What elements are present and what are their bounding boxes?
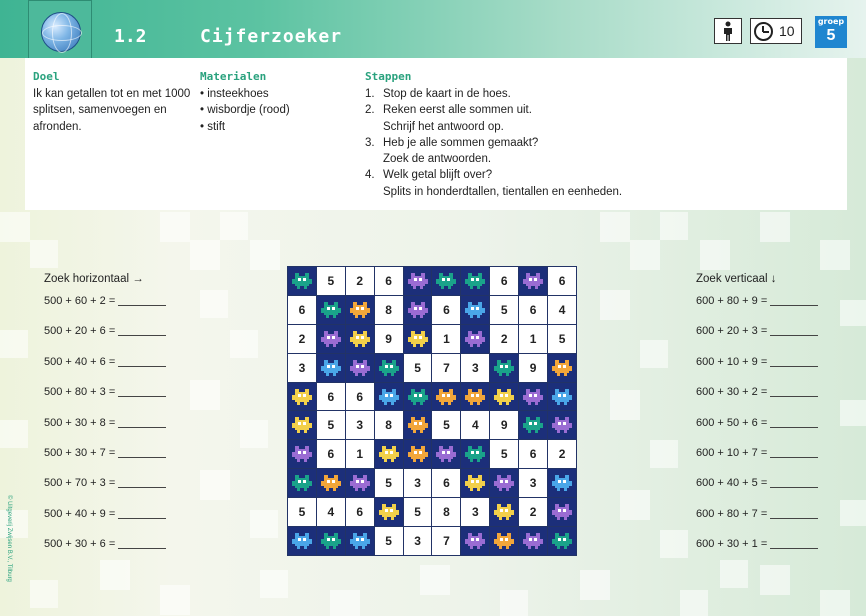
decor-square xyxy=(250,240,280,270)
monster-cell xyxy=(375,383,403,411)
step-line: Heb je alle sommen gemaakt? xyxy=(383,136,539,149)
monster-icon xyxy=(292,389,312,405)
sum-text: 500 + 70 + 3 = xyxy=(44,477,116,490)
decor-square xyxy=(240,420,268,448)
answer-blank xyxy=(770,477,818,488)
digit-cell: 3 xyxy=(519,469,547,497)
monster-icon xyxy=(494,475,514,491)
monster-cell xyxy=(404,325,432,353)
monster-cell xyxy=(432,267,460,295)
time-minutes: 10 xyxy=(779,23,795,39)
monster-cell xyxy=(317,527,345,555)
digit-cell: 4 xyxy=(548,296,576,324)
materialen-heading: Materialen xyxy=(200,70,267,83)
monster-cell xyxy=(548,469,576,497)
decor-square xyxy=(680,590,708,616)
groep-badge xyxy=(815,16,847,48)
sum-text: 600 + 80 + 7 = xyxy=(696,507,768,520)
monster-icon xyxy=(408,417,428,433)
monster-icon xyxy=(494,533,514,549)
monster-icon xyxy=(408,302,428,318)
info-panel xyxy=(25,58,847,210)
monster-icon xyxy=(379,446,399,462)
digit-cell: 5 xyxy=(404,354,432,382)
sum-row xyxy=(44,417,166,447)
monster-cell xyxy=(346,527,374,555)
monster-icon xyxy=(465,331,485,347)
monster-cell xyxy=(288,440,316,468)
decor-square xyxy=(30,580,58,608)
doel-heading: Doel xyxy=(33,70,60,83)
digit-cell: 7 xyxy=(432,527,460,555)
globe-icon xyxy=(41,12,81,52)
materialen-list xyxy=(200,86,350,135)
answer-blank xyxy=(770,325,818,336)
monster-cell xyxy=(317,469,345,497)
header-band xyxy=(0,0,866,58)
decor-square xyxy=(840,400,866,426)
decor-square xyxy=(660,212,688,240)
monster-cell xyxy=(346,296,374,324)
digit-cell: 5 xyxy=(490,440,518,468)
sum-row xyxy=(696,295,818,325)
answer-blank xyxy=(118,325,166,336)
digit-cell: 4 xyxy=(461,411,489,439)
monster-icon xyxy=(321,475,341,491)
monster-cell xyxy=(490,383,518,411)
monster-icon xyxy=(379,360,399,376)
monster-cell xyxy=(548,383,576,411)
stappen-section xyxy=(365,70,665,200)
monster-cell xyxy=(375,498,403,526)
sum-text: 600 + 30 + 2 = xyxy=(696,386,768,399)
monster-icon xyxy=(465,273,485,289)
monster-icon xyxy=(350,302,370,318)
monster-icon xyxy=(292,446,312,462)
monster-cell xyxy=(346,469,374,497)
digit-cell: 5 xyxy=(375,469,403,497)
sum-text: 600 + 50 + 6 = xyxy=(696,416,768,429)
sum-text: 500 + 40 + 6 = xyxy=(44,355,116,368)
sum-text: 600 + 20 + 3 = xyxy=(696,325,768,338)
person-icon xyxy=(721,21,735,41)
monster-icon xyxy=(408,389,428,405)
digit-cell: 1 xyxy=(519,325,547,353)
monster-icon xyxy=(408,273,428,289)
monster-icon xyxy=(321,302,341,318)
monster-icon xyxy=(321,533,341,549)
groep-label: groep xyxy=(817,17,845,26)
monster-icon xyxy=(552,475,572,491)
digit-cell: 5 xyxy=(317,267,345,295)
monster-cell xyxy=(288,383,316,411)
answer-blank xyxy=(118,356,166,367)
answer-blank xyxy=(770,386,818,397)
digit-cell: 6 xyxy=(519,296,547,324)
monster-icon xyxy=(408,331,428,347)
decor-square xyxy=(660,530,688,558)
monster-icon xyxy=(552,504,572,520)
lesson-title: Cijferzoeker xyxy=(200,26,343,47)
sum-text: 500 + 80 + 3 = xyxy=(44,386,116,399)
monster-icon xyxy=(408,446,428,462)
sum-text: 500 + 30 + 6 = xyxy=(44,538,116,551)
digit-cell: 2 xyxy=(490,325,518,353)
digit-cell: 2 xyxy=(548,440,576,468)
answer-blank xyxy=(770,447,818,458)
digit-cell: 6 xyxy=(519,440,547,468)
individual-work-badge xyxy=(714,18,742,44)
monster-cell xyxy=(548,498,576,526)
clock-icon xyxy=(754,22,773,41)
monster-icon xyxy=(292,533,312,549)
digit-cell: 5 xyxy=(432,411,460,439)
step-number: 3. xyxy=(365,136,375,149)
monster-cell xyxy=(432,440,460,468)
answer-blank xyxy=(118,295,166,306)
sum-row xyxy=(696,538,818,568)
monster-icon xyxy=(465,302,485,318)
digit-cell: 5 xyxy=(375,527,403,555)
step-line: Schrijf het antwoord op. xyxy=(383,120,504,133)
monster-icon xyxy=(552,360,572,376)
monster-cell xyxy=(461,440,489,468)
monster-icon xyxy=(350,360,370,376)
monster-icon xyxy=(552,417,572,433)
digit-cell: 5 xyxy=(548,325,576,353)
monster-icon xyxy=(465,446,485,462)
sum-text: 500 + 30 + 7 = xyxy=(44,446,116,459)
materiaal-item: • stift xyxy=(200,119,350,135)
globe-badge xyxy=(28,0,92,64)
monster-icon xyxy=(494,389,514,405)
step-line: Welk getal blijft over? xyxy=(383,169,493,182)
decor-square xyxy=(840,300,866,326)
sum-text: 600 + 30 + 1 = xyxy=(696,538,768,551)
decor-square xyxy=(200,470,230,500)
step-line: Zoek de antwoorden. xyxy=(383,153,492,166)
digit-cell: 3 xyxy=(346,411,374,439)
digit-cell: 9 xyxy=(519,354,547,382)
digit-cell: 5 xyxy=(317,411,345,439)
decor-square xyxy=(600,290,630,320)
monster-icon xyxy=(436,389,456,405)
decor-square xyxy=(230,330,258,358)
monster-icon xyxy=(523,417,543,433)
stappen-list xyxy=(365,86,665,200)
digit-cell: 6 xyxy=(375,267,403,295)
digit-cell: 2 xyxy=(519,498,547,526)
sum-row xyxy=(44,477,166,507)
monster-icon xyxy=(350,331,370,347)
decor-square xyxy=(500,590,528,616)
decor-square xyxy=(330,590,360,616)
answer-blank xyxy=(770,295,818,306)
answer-blank xyxy=(118,386,166,397)
decor-square xyxy=(760,212,790,242)
answer-blank xyxy=(118,477,166,488)
monster-cell xyxy=(346,354,374,382)
sum-text: 600 + 10 + 9 = xyxy=(696,355,768,368)
monster-cell xyxy=(375,354,403,382)
monster-cell xyxy=(317,296,345,324)
decor-square xyxy=(820,240,850,270)
answer-blank xyxy=(770,417,818,428)
step-number: 4. xyxy=(365,169,375,182)
monster-cell xyxy=(404,267,432,295)
sum-row xyxy=(44,508,166,538)
monster-icon xyxy=(379,504,399,520)
decor-square xyxy=(250,510,278,538)
sum-text: 500 + 20 + 6 = xyxy=(44,325,116,338)
monster-icon xyxy=(494,360,514,376)
horizontal-sums xyxy=(44,273,166,569)
digit-cell: 5 xyxy=(490,296,518,324)
step-item xyxy=(365,86,665,102)
materiaal-item: • wisbordje (rood) xyxy=(200,102,350,118)
decor-square xyxy=(160,585,190,615)
step-line: Stop de kaart in de hoes. xyxy=(383,88,511,100)
monster-icon xyxy=(292,417,312,433)
answer-blank xyxy=(118,538,166,549)
materiaal-item: • insteekhoes xyxy=(200,86,350,102)
step-line: Reken eerst alle sommen uit. xyxy=(383,104,532,117)
decor-square xyxy=(0,330,28,358)
digit-cell: 5 xyxy=(288,498,316,526)
decor-square xyxy=(30,240,58,268)
digit-cell: 6 xyxy=(548,267,576,295)
digit-cell: 6 xyxy=(317,440,345,468)
decor-square xyxy=(620,490,650,520)
sum-row xyxy=(696,477,818,507)
decor-square xyxy=(820,590,850,616)
digit-cell: 5 xyxy=(404,498,432,526)
monster-icon xyxy=(321,331,341,347)
number-grid xyxy=(287,266,577,556)
doel-text: Ik kan getallen tot en met 1000 splitsen, samenvoegen en afronden. xyxy=(33,88,191,133)
monster-icon xyxy=(552,533,572,549)
monster-cell xyxy=(490,498,518,526)
step-item xyxy=(365,135,665,168)
monster-cell xyxy=(404,440,432,468)
monster-icon xyxy=(350,475,370,491)
sum-text: 500 + 30 + 8 = xyxy=(44,416,116,429)
decor-square xyxy=(840,500,866,526)
monster-cell xyxy=(288,527,316,555)
monster-icon xyxy=(552,389,572,405)
monster-cell xyxy=(404,383,432,411)
monster-icon xyxy=(292,475,312,491)
decor-square xyxy=(760,565,790,595)
sum-row xyxy=(44,386,166,416)
step-item xyxy=(365,167,665,200)
vertical-sums xyxy=(696,273,818,569)
digit-cell: 6 xyxy=(432,296,460,324)
monster-cell xyxy=(461,469,489,497)
digit-cell: 3 xyxy=(461,498,489,526)
decor-square xyxy=(610,390,640,420)
monster-cell xyxy=(346,325,374,353)
sum-text: 600 + 10 + 7 = xyxy=(696,446,768,459)
sum-row xyxy=(696,447,818,477)
decor-square xyxy=(0,420,28,448)
monster-cell xyxy=(490,354,518,382)
sum-row xyxy=(696,325,818,355)
digit-cell: 2 xyxy=(288,325,316,353)
decor-square xyxy=(650,440,678,468)
decor-square xyxy=(640,340,668,368)
digit-cell: 3 xyxy=(461,354,489,382)
digit-cell: 3 xyxy=(288,354,316,382)
monster-icon xyxy=(436,273,456,289)
groep-number: 5 xyxy=(826,27,836,44)
monster-cell xyxy=(548,411,576,439)
monster-icon xyxy=(292,273,312,289)
decor-square xyxy=(160,212,190,242)
decor-square xyxy=(0,510,28,538)
digit-cell: 2 xyxy=(346,267,374,295)
step-item xyxy=(365,102,665,135)
sum-text: 500 + 60 + 2 = xyxy=(44,295,116,307)
monster-cell xyxy=(461,267,489,295)
doel-section xyxy=(33,70,193,135)
answer-blank xyxy=(118,508,166,519)
digit-cell: 6 xyxy=(288,296,316,324)
sum-row xyxy=(696,417,818,447)
answer-blank xyxy=(118,417,166,428)
monster-cell xyxy=(317,354,345,382)
digit-cell: 7 xyxy=(432,354,460,382)
monster-cell xyxy=(519,411,547,439)
step-line: Splits in honderdtallen, tientallen en eenheden. xyxy=(383,185,623,198)
monster-cell xyxy=(288,267,316,295)
sum-row xyxy=(44,295,166,325)
horizontal-heading: Zoek horizontaal → xyxy=(44,273,144,285)
monster-cell xyxy=(548,527,576,555)
digit-cell: 3 xyxy=(404,527,432,555)
decor-square xyxy=(190,380,220,410)
digit-cell: 6 xyxy=(432,469,460,497)
decor-square xyxy=(420,565,450,595)
sum-text: 500 + 40 + 9 = xyxy=(44,507,116,520)
copyright-text: © Uitgeverij Zwijsen B.V., Tilburg xyxy=(6,495,12,582)
decor-square xyxy=(580,570,610,600)
monster-cell xyxy=(490,469,518,497)
sum-text: 600 + 80 + 9 = xyxy=(696,295,768,307)
step-number: 2. xyxy=(365,104,375,117)
step-number: 1. xyxy=(365,88,375,100)
monster-icon xyxy=(436,446,456,462)
sum-row xyxy=(696,356,818,386)
monster-icon xyxy=(465,475,485,491)
monster-icon xyxy=(523,273,543,289)
lesson-number: 1.2 xyxy=(114,26,147,47)
stappen-heading: Stappen xyxy=(365,70,412,83)
monster-cell xyxy=(317,325,345,353)
monster-cell xyxy=(519,383,547,411)
answer-blank xyxy=(118,447,166,458)
monster-icon xyxy=(350,533,370,549)
answer-blank xyxy=(770,508,818,519)
answer-blank xyxy=(770,356,818,367)
monster-cell xyxy=(519,267,547,295)
monster-cell xyxy=(404,411,432,439)
decor-square xyxy=(220,212,248,240)
vertical-heading: Zoek verticaal ↓ xyxy=(696,273,777,285)
monster-icon xyxy=(523,389,543,405)
answer-blank xyxy=(770,538,818,549)
monster-cell xyxy=(375,440,403,468)
monster-cell xyxy=(519,527,547,555)
digit-cell: 8 xyxy=(432,498,460,526)
digit-cell: 6 xyxy=(346,383,374,411)
digit-cell: 1 xyxy=(346,440,374,468)
digit-cell: 6 xyxy=(490,267,518,295)
digit-cell: 1 xyxy=(432,325,460,353)
digit-cell: 8 xyxy=(375,411,403,439)
digit-cell: 6 xyxy=(346,498,374,526)
sum-row xyxy=(696,386,818,416)
monster-icon xyxy=(494,504,514,520)
monster-cell xyxy=(490,527,518,555)
digit-cell: 8 xyxy=(375,296,403,324)
monster-cell xyxy=(432,383,460,411)
decor-square xyxy=(190,240,220,270)
sum-row xyxy=(44,538,166,568)
monster-cell xyxy=(461,527,489,555)
decor-square xyxy=(260,570,288,598)
monster-cell xyxy=(461,325,489,353)
digit-cell: 4 xyxy=(317,498,345,526)
decor-square xyxy=(0,212,30,242)
materialen-section xyxy=(200,70,350,135)
monster-cell xyxy=(404,296,432,324)
monster-cell xyxy=(461,296,489,324)
sum-row xyxy=(44,447,166,477)
sum-text: 600 + 40 + 5 = xyxy=(696,477,768,490)
decor-square xyxy=(200,290,228,318)
decor-square xyxy=(700,240,730,270)
digit-cell: 9 xyxy=(490,411,518,439)
monster-icon xyxy=(465,389,485,405)
monster-icon xyxy=(321,360,341,376)
monster-icon xyxy=(523,533,543,549)
decor-square xyxy=(630,240,660,270)
monster-cell xyxy=(288,469,316,497)
sum-row xyxy=(44,356,166,386)
digit-cell: 3 xyxy=(404,469,432,497)
time-badge xyxy=(750,18,802,44)
monster-icon xyxy=(379,389,399,405)
digit-cell: 6 xyxy=(317,383,345,411)
monster-cell xyxy=(548,354,576,382)
sum-row xyxy=(696,508,818,538)
monster-icon xyxy=(465,533,485,549)
monster-cell xyxy=(288,411,316,439)
sum-row xyxy=(44,325,166,355)
monster-cell xyxy=(461,383,489,411)
decor-square xyxy=(600,212,630,242)
digit-cell: 9 xyxy=(375,325,403,353)
